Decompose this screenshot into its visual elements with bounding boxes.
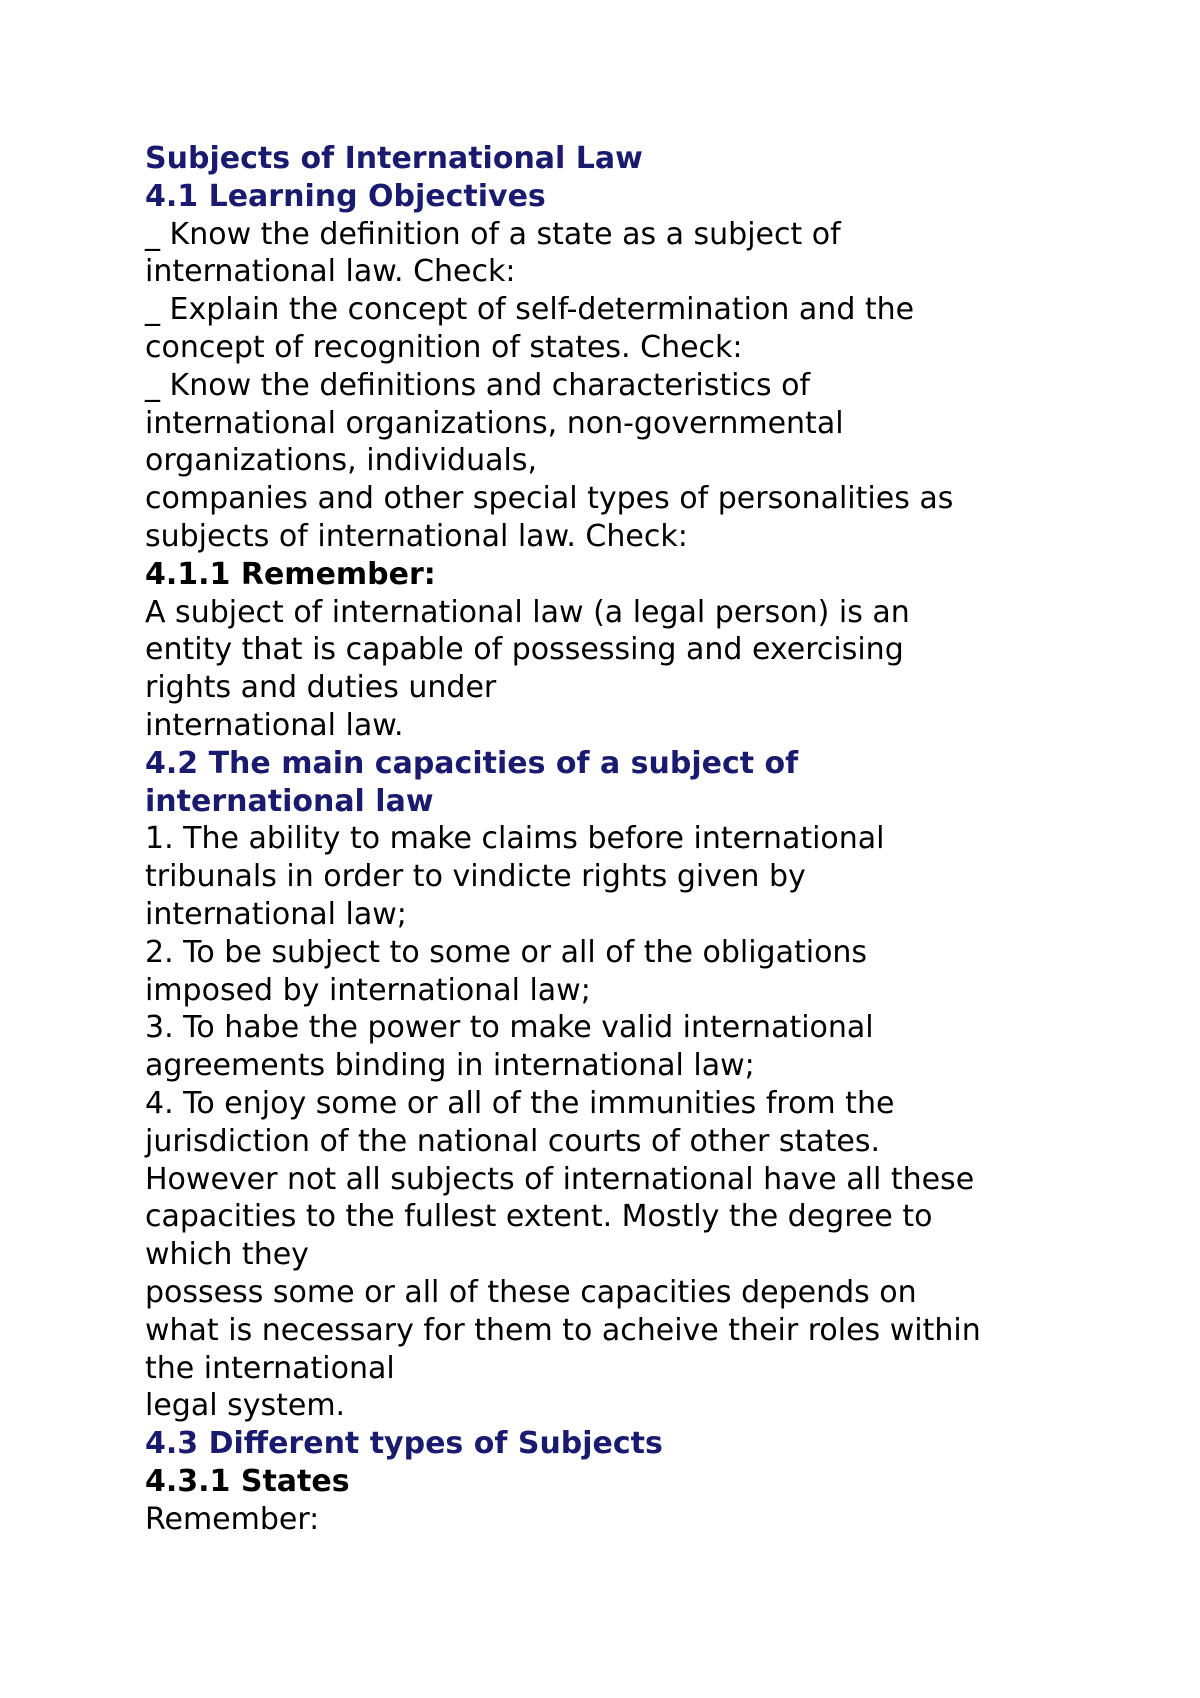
subsection-heading-4-1-1: 4.1.1 Remember: — [145, 556, 436, 592]
capacity-line: agreements binding in international law; — [145, 1048, 755, 1084]
paragraph-line: the international — [145, 1350, 395, 1386]
capacity-line: tribunals in order to vindicte rights given by — [145, 859, 806, 895]
objective-line: organizations, individuals, — [145, 443, 537, 479]
objective-line: companies and other special types of personalities as — [145, 481, 954, 517]
document-title: Subjects of International Law — [145, 141, 643, 176]
paragraph-line: which they — [145, 1237, 309, 1273]
paragraph-line: capacities to the fullest extent. Mostly the degree to — [145, 1199, 933, 1235]
objective-line: international organizations, non-governmental — [145, 405, 844, 441]
definition-line: entity that is capable of possessing and exercising — [145, 632, 904, 668]
capacity-line: international law; — [145, 896, 407, 932]
objective-line: international law. Check: — [145, 254, 516, 290]
objective-line: _ Know the definitions and characteristics of — [145, 367, 811, 403]
subsection-heading-4-3-1: 4.3.1 States — [145, 1463, 350, 1499]
section-heading-4-3: 4.3 Different types of Subjects — [145, 1426, 663, 1462]
paragraph-line: legal system. — [145, 1388, 346, 1424]
definition-line: international law. — [145, 707, 404, 743]
paragraph-line: possess some or all of these capacities depends on — [145, 1274, 917, 1310]
section-heading-4-1: 4.1 Learning Objectives — [145, 178, 546, 214]
document-page — [145, 140, 1105, 1538]
objective-line: subjects of international law. Check: — [145, 518, 688, 554]
capacity-line: 2. To be subject to some or all of the obligations — [145, 934, 868, 970]
definition-line: rights and duties under — [145, 670, 497, 706]
objective-line: _ Know the definition of a state as a subject of — [145, 216, 841, 252]
remember-label: Remember: — [145, 1501, 320, 1537]
capacity-line: jurisdiction of the national courts of other states. — [145, 1123, 881, 1159]
objective-line: _ Explain the concept of self-determination and the — [145, 292, 915, 328]
section-heading-4-2: 4.2 The main capacities of a subject of — [145, 745, 799, 781]
capacity-line: 4. To enjoy some or all of the immunities from the — [145, 1085, 895, 1121]
capacity-line: 3. To habe the power to make valid international — [145, 1010, 874, 1046]
paragraph-line: However not all subjects of international have all these — [145, 1161, 975, 1197]
section-heading-4-2: international law — [145, 783, 434, 819]
objective-line: concept of recognition of states. Check: — [145, 329, 743, 365]
definition-line: A subject of international law (a legal person) is an — [145, 594, 910, 630]
capacity-line: 1. The ability to make claims before international — [145, 821, 885, 857]
capacity-line: imposed by international law; — [145, 972, 591, 1008]
paragraph-line: what is necessary for them to acheive their roles within — [145, 1312, 981, 1348]
